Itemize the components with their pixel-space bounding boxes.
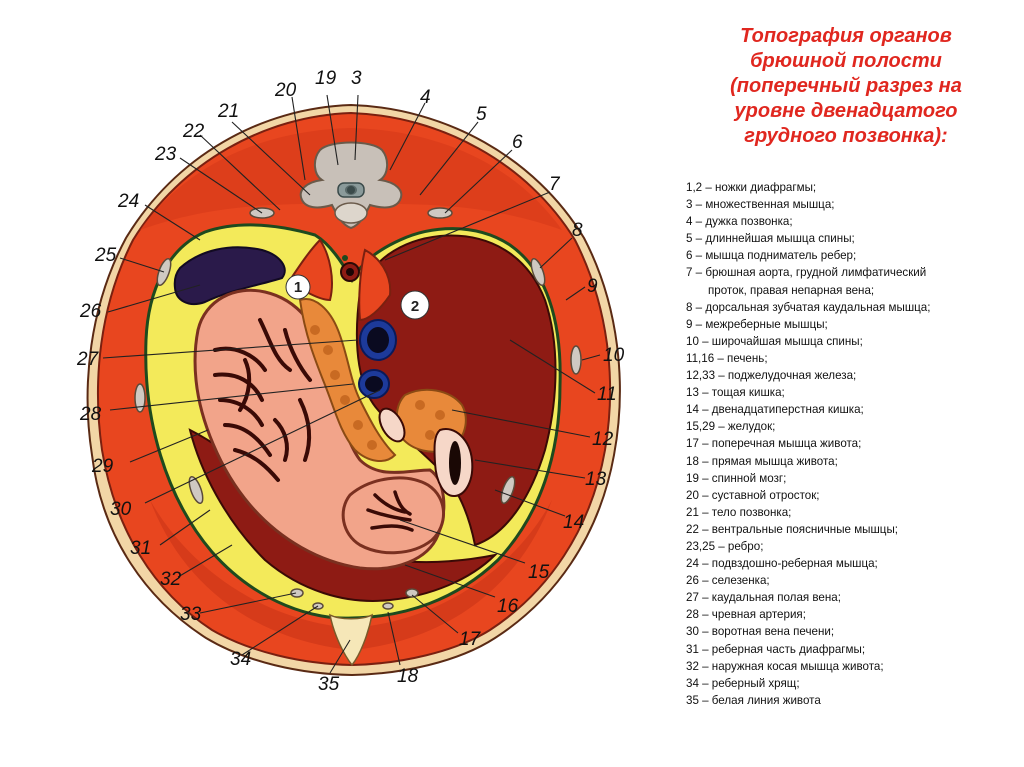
- inner-label-1: 1: [293, 279, 303, 296]
- spinal-cord: [347, 186, 355, 194]
- legend-item: 19 – спинной мозг;: [686, 471, 787, 485]
- callout-27: 27: [77, 349, 99, 370]
- callout-31: 31: [130, 538, 152, 559]
- callout-11: 11: [597, 384, 617, 405]
- callout-8: 8: [572, 220, 583, 241]
- legend-item: 4 – дужка позвонка;: [686, 215, 793, 229]
- inner-label-2: 2: [410, 298, 420, 315]
- legend-item: 6 – мышца подниматель ребер;: [686, 249, 857, 263]
- legend-item: 13 – тощая кишка;: [686, 386, 785, 400]
- title-line: брюшной полости: [750, 50, 942, 72]
- callout-10: 10: [603, 345, 625, 366]
- legend-item: 26 – селезенка;: [686, 574, 770, 588]
- legend-item: 22 – вентральные поясничные мышцы;: [686, 522, 899, 536]
- callout-32: 32: [160, 569, 182, 590]
- title-line: грудного позвонка):: [744, 125, 948, 147]
- callout-23: 23: [155, 144, 177, 165]
- legend-item: 9 – межреберные мышцы;: [686, 317, 828, 331]
- callout-21: 21: [218, 101, 240, 122]
- legend-item-continuation: проток, правая непарная вена;: [708, 283, 875, 297]
- callout-30: 30: [110, 499, 132, 520]
- callout-17: 17: [459, 629, 481, 650]
- legend-item: 12,33 – поджелудочная железа;: [686, 369, 857, 383]
- legend-item: 31 – реберная часть диафрагмы;: [686, 642, 866, 656]
- callout-28: 28: [80, 404, 102, 425]
- callout-4: 4: [420, 87, 431, 108]
- callout-29: 29: [92, 456, 114, 477]
- legend-item: 15,29 – желудок;: [686, 420, 776, 434]
- legend-item: 8 – дорсальная зубчатая каудальная мышца;: [686, 300, 931, 314]
- legend-item: 7 – брюшная аорта, грудной лимфатический: [686, 266, 927, 280]
- duodenum-lumen: [449, 441, 461, 485]
- callout-13: 13: [585, 469, 607, 490]
- callout-19: 19: [315, 68, 337, 89]
- caudal-vena-cava-lumen: [367, 327, 389, 353]
- callout-22: 22: [183, 121, 205, 142]
- legend-item: 24 – подвздошно-реберная мышца;: [686, 557, 878, 571]
- legend-item: 27 – каудальная полая вена;: [686, 591, 841, 605]
- legend-list: [686, 179, 1016, 709]
- callout-14: 14: [563, 512, 585, 533]
- callout-12: 12: [592, 429, 614, 450]
- callout-33: 33: [180, 604, 202, 625]
- legend-item: 30 – воротная вена печени;: [686, 625, 835, 639]
- callout-25: 25: [95, 245, 117, 266]
- callout-34: 34: [230, 649, 252, 670]
- legend-item: 5 – длиннейшая мышца спины;: [686, 232, 855, 246]
- title: [672, 24, 1020, 149]
- callout-35: 35: [318, 674, 340, 695]
- title-line: Топография органов: [740, 25, 952, 47]
- jejunum: [343, 478, 443, 553]
- legend-item: 3 – множественная мышца;: [686, 198, 835, 212]
- callout-20: 20: [275, 80, 297, 101]
- legend-item: 21 – тело позвонка;: [686, 505, 792, 519]
- callout-15: 15: [528, 562, 550, 583]
- legend-item: 17 – поперечная мышца живота;: [686, 437, 862, 451]
- callout-3: 3: [351, 68, 362, 89]
- legend-item: 1,2 – ножки диафрагмы;: [686, 181, 817, 194]
- legend-item: 28 – чревная артерия;: [686, 608, 806, 622]
- callout-16: 16: [497, 596, 519, 617]
- callout-7: 7: [549, 174, 560, 195]
- callout-6: 6: [512, 132, 523, 153]
- legend-item: 35 – белая линия живота: [686, 693, 821, 707]
- legend-item: 10 – широчайшая мышца спины;: [686, 334, 863, 348]
- legend-item: 11,16 – печень;: [686, 351, 768, 365]
- callout-9: 9: [587, 276, 598, 297]
- title-line: (поперечный разрез на: [730, 75, 962, 97]
- title-line: уровне двенадцатого: [734, 100, 958, 122]
- legend-item: 20 – суставной отросток;: [686, 488, 820, 502]
- legend-item: 32 – наружная косая мышца живота;: [686, 659, 884, 673]
- legend-item: 14 – двенадцатиперстная кишка;: [686, 403, 864, 417]
- legend-item: 34 – реберный хрящ;: [686, 676, 800, 690]
- legend-item: 18 – прямая мышца живота;: [686, 454, 838, 468]
- callout-5: 5: [476, 104, 487, 125]
- callout-26: 26: [80, 301, 102, 322]
- portal-vein-lumen: [365, 376, 383, 392]
- legend-item: 23,25 – ребро;: [686, 539, 764, 553]
- lymph-duct: [342, 255, 348, 261]
- callout-24: 24: [118, 191, 140, 212]
- callout-18: 18: [397, 666, 419, 687]
- aorta-lumen: [346, 268, 354, 276]
